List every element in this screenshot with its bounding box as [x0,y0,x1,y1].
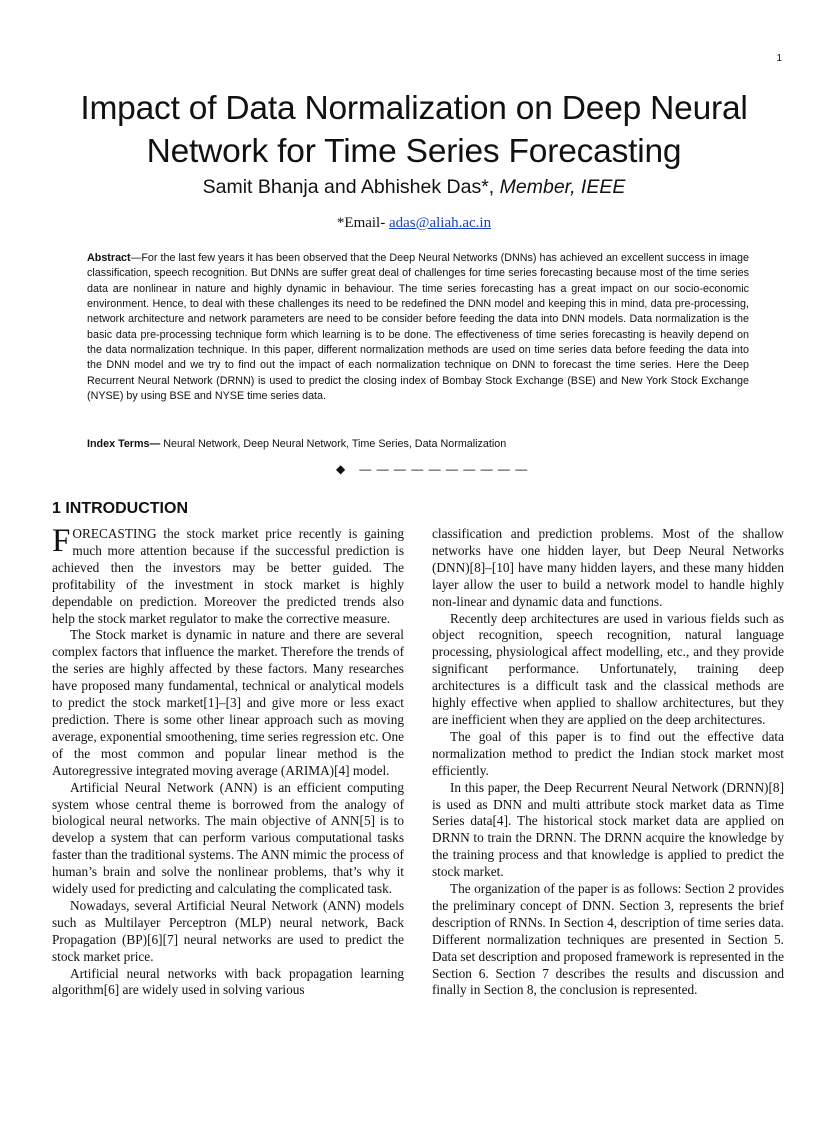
abstract [87,251,749,404]
divider-dashes: — — — — — — — — — — [359,462,529,476]
abstract-text: —For the last few years it has been observed that the Deep Neural Networks (DNNs) has achieved an excellent success in image classification, speech recognition. But DNNs are suffer great deal of challenges for time series forecasting because most of the time series data are nonlinear in nature and highly dynamic in behaviour. The time series forecasting has a great impact on our socio-economic environment. Hence, to deal with these challenges its need to be redefined the DNN model and keeping this in mind, data pre-processing, network architecture and network parameters are need to be consider before feeding the data into DNN models. Data normalization is the basic data pre-processing technique form which learning is to be done. The effectiveness of time series forecasting is heavily depend on the data normalization technique. In this paper, different normalization methods are used on time series data before feeding the data into the DNN model and we try to find out the impact of each normalization technique on DNN to forecast the time series. Here the Deep Recurrent Neural Network (DRNN) is used to predict the closing index of Bombay Stock Exchange (BSE) and New York Stock Exchange (NYSE) by using BSE and NYSE time series data. [87,252,749,403]
section-divider [336,462,528,476]
paragraph: The Stock market is dynamic in nature and there are several complex factors that influence the market. Therefore the trends of the series are highly affected by these factors. Many researches have proposed many fundamental, technical or analytical models to predict the stock market[1]–[3] and give more or less exact prediction. There is some other linear approach such as moving average, exponential smoothening, time series regression etc. One of the most common and popular linear method is the Autoregressive integrated moving average (ARIMA)[4] model. [52,627,404,778]
paragraph: The organization of the paper is as follows: Section 2 provides the preliminary concept of DNN. Section 3, represents the brief description of RNNs. In Section 4, description of time series data. Different normalization techniques are presented in Section 5. Data set description and proposed framework is represented in the Section 6. Section 7 describes the results and discussion and finally in Section 8, the conclusion is represented. [432,881,784,998]
paragraph: Artificial Neural Network (ANN) is an efficient computing system whose central theme is borrowed from the analogy of biological neural networks. The main objective of ANN[5] is to develop a system that can perform various computational tasks faster than the traditional systems. The ANN mimic the process of human’s brain and solve the nonlinear problems, that’s why it widely used for predicting and calculating the complicated task. [52,779,404,897]
paragraph [52,523,404,627]
author-membership: Member, IEEE [499,176,626,198]
author-names: Samit Bhanja and Abhishek Das*, [202,176,495,198]
email-line [0,215,828,232]
email-link[interactable]: adas@aliah.ac.in [388,215,492,231]
drop-cap: F [52,523,71,559]
paragraph: Recently deep architectures are used in various fields such as object recognition, speech recognition, natural language processing, physiological affect modelling, etc., and they provide significant performance. Unfortunately, training deep architectures is a difficult task and the classical methods are highly effective when applied to shallow architectures, but they are inefficient when they are applied on the deep architectures. [432,610,784,727]
paragraph: In this paper, the Deep Recurrent Neural Network (DRNN)[8] is used as DNN and multi attribute stock market data as Time Series data[4]. The historical stock market data are applied on DRNN to train the DRNN. The DRNN acquire the knowledge by the training process and that knowledge is applied to predict the stock market. [432,779,784,880]
paragraph: Nowadays, several Artificial Neural Network (ANN) models such as Multilayer Perceptron (MLP) neural network, Back Propagation (BP)[6][7] neural networks are used to predict the stock market price. [52,897,404,964]
paragraph: Artificial neural networks with back propagation learning algorithm[6] are widely used in solving various [52,965,404,998]
right-column [432,526,784,999]
paragraph: classification and prediction problems. Most of the shallow networks have one hidden layer, but Deep Neural Networks (DNN)[8]–[10] have many hidden layers, and these many hidden layer allow the user to build a network model to handle highly non-linear and dynamic data and functions. [432,526,784,609]
author-line [0,176,828,199]
paragraph: The goal of this paper is to find out the effective data normalization method to predict the Indian stock market most efficiently. [432,728,784,778]
index-terms-text: Neural Network, Deep Neural Network, Time Series, Data Normalization [160,438,507,450]
index-terms-label: Index Terms— [87,438,161,450]
index-terms [87,438,749,450]
email-label: *Email- [336,215,389,231]
section-heading: 1 INTRODUCTION [52,500,188,517]
paper-title: Impact of Data Normalization on Deep Neural Network for Time Series Forecasting [80,90,748,170]
left-column [52,523,404,999]
page-number: 1 [776,53,782,64]
paragraph-text: ORECASTING the stock market price recently is gaining much more attention because if the successful prediction is achieved then the investors may be better guided. The profitability of the investment in stock market is highly dependable on prediction. Moreover the predicted trends also help the stock market regulator to make the corrective measure. [52,526,404,626]
diamond-icon: ◆ [336,462,346,476]
abstract-label: Abstract [87,252,131,264]
